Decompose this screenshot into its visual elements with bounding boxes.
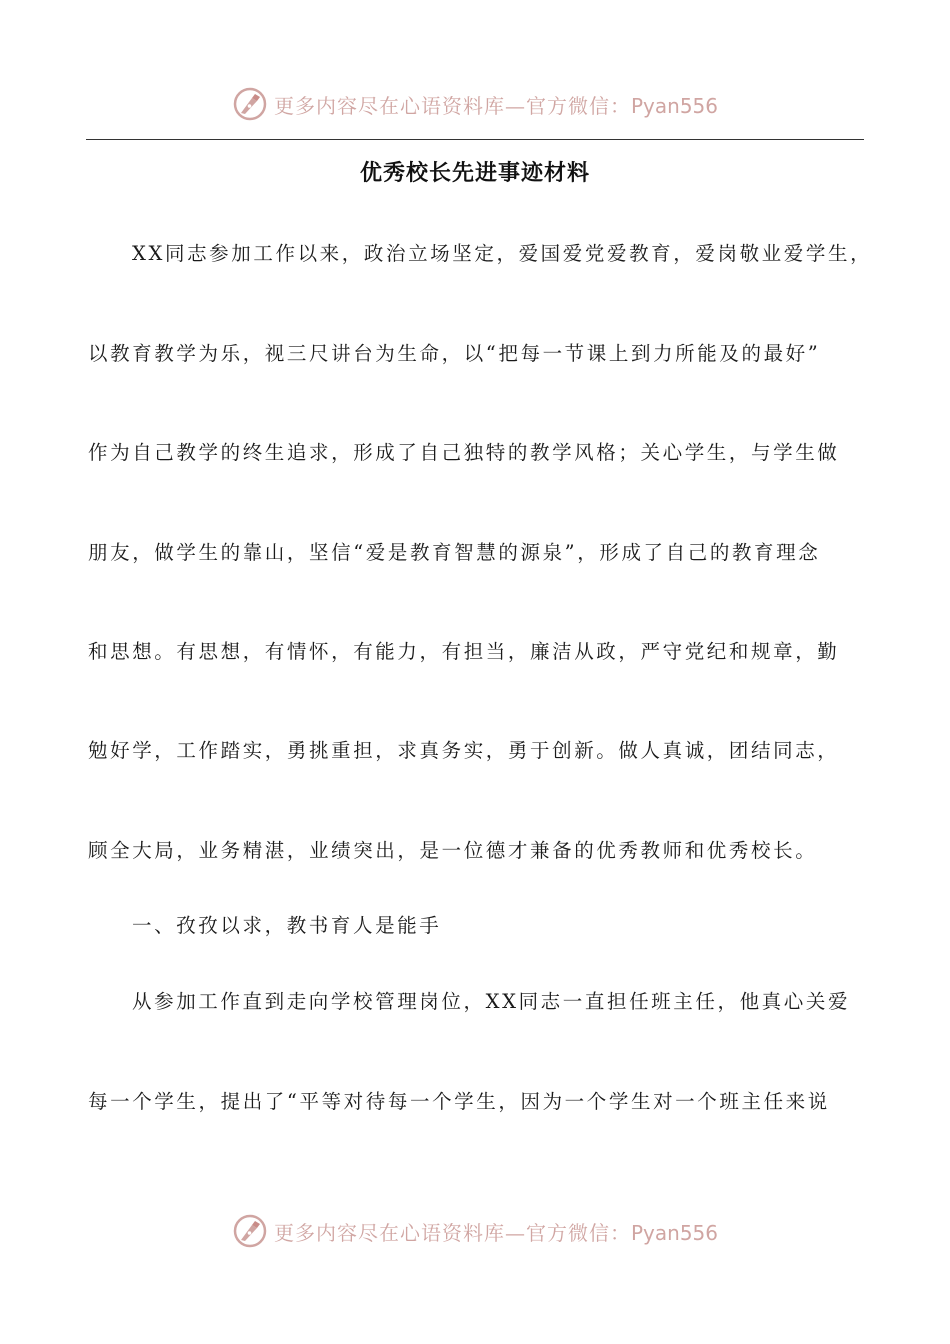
footer-watermark-banner bbox=[0, 1211, 950, 1251]
paragraph-line: 朋友，做学生的靠山，坚信“爱是教育智慧的源泉”，形成了自己的教育理念 bbox=[88, 541, 821, 564]
pen-nib-logo-icon bbox=[232, 1213, 268, 1249]
watermark-text: 更多内容尽在心语资料库—官方微信：Pyan556 bbox=[273, 1220, 718, 1245]
header-watermark-banner bbox=[0, 84, 950, 124]
paragraph-line: 和思想。有思想，有情怀，有能力，有担当，廉洁从政，严守党纪和规章，勤 bbox=[88, 640, 840, 663]
paragraph-line: 作为自己教学的终生追求，形成了自己独特的教学风格；关心学生，与学生做 bbox=[88, 441, 840, 464]
watermark-text: 更多内容尽在心语资料库—官方微信：Pyan556 bbox=[273, 93, 718, 118]
header-divider bbox=[86, 139, 864, 140]
paragraph-line: 从参加工作直到走向学校管理岗位，XX同志一直担任班主任，他真心关爱 bbox=[132, 990, 851, 1013]
section-heading: 一、孜孜以求，教书育人是能手 bbox=[132, 914, 442, 937]
paragraph-line: XX同志参加工作以来，政治立场坚定，爱国爱党爱教育，爱岗敬业爱学生， bbox=[132, 242, 873, 265]
paragraph-line: 每一个学生，提出了“平等对待每一个学生，因为一个学生对一个班主任来说 bbox=[88, 1090, 830, 1113]
wechat-id: Pyan556 bbox=[630, 93, 718, 118]
wechat-id: Pyan556 bbox=[630, 1220, 718, 1245]
document-title: 优秀校长先进事迹材料 bbox=[359, 160, 590, 186]
paragraph-line: 以教育教学为乐，视三尺讲台为生命，以“把每一节课上到力所能及的最好” bbox=[88, 342, 821, 365]
paragraph-line: 勉好学，工作踏实，勇挑重担，求真务实，勇于创新。做人真诚，团结同志， bbox=[88, 739, 840, 762]
pen-nib-logo-icon bbox=[232, 86, 268, 122]
paragraph-line: 顾全大局，业务精湛，业绩突出，是一位德才兼备的优秀教师和优秀校长。 bbox=[88, 839, 818, 862]
